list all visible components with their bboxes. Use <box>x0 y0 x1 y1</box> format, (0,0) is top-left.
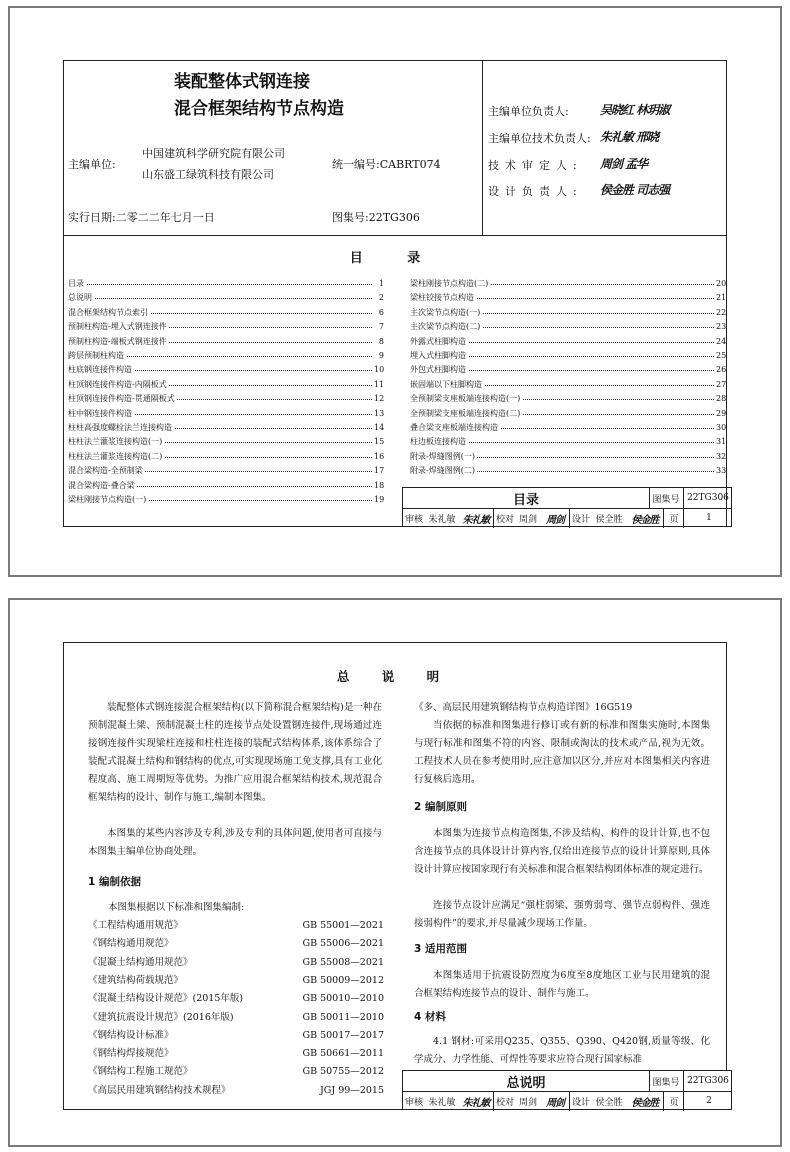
toc-entry-page: 13 <box>374 408 385 418</box>
toc-entry-page: 1 <box>372 277 384 290</box>
tb-page-value: 2 <box>683 1091 734 1111</box>
toc-leader-dots <box>68 298 374 299</box>
toc-entry-page: 25 <box>716 351 727 360</box>
toc-entry-page: 32 <box>716 451 727 461</box>
tb-designer: 侯全胜 <box>595 1097 623 1108</box>
toc-entry-title: 全预制梁支座板端连接构造(一) <box>410 394 521 404</box>
role-label-2: 主编单位技术负责人: <box>488 132 591 145</box>
standard-name: 《钢结构通用规范》 <box>88 938 174 950</box>
toc-entry <box>68 291 384 304</box>
standard-code: JGJ 99—2015 <box>320 1084 384 1096</box>
tb-page-value: 1 <box>683 508 734 528</box>
standard-code: GB 55008—2021 <box>302 956 384 968</box>
toc-entry <box>410 407 726 420</box>
toc-entry <box>410 363 726 376</box>
standard-item <box>88 917 384 935</box>
toc-entry-title: 梁柱刚接节点构造(一) <box>68 495 147 504</box>
tb-design-label: 设计 <box>569 1091 592 1111</box>
standard-name: 《钢结构设计标准》 <box>88 1029 174 1041</box>
section-2-paragraph-2: 连接节点设计应满足“强柱弱梁、强剪弱弯、强节点弱构件、强连接弱构件”的要求,并尽量减少现场工作量。 <box>414 900 710 929</box>
page-1-sheet <box>8 6 782 577</box>
toc-entry <box>68 464 384 477</box>
unified-code: 统一编号:CABRT074 <box>332 158 441 171</box>
toc-entry-page: 12 <box>374 394 385 404</box>
standard-name: 《工程结构通用规范》 <box>88 920 184 931</box>
toc-entry <box>68 479 384 492</box>
standards-list <box>88 917 384 1103</box>
toc-entry <box>410 421 726 434</box>
toc-entry <box>410 450 726 463</box>
title-block-page-2 <box>402 1070 732 1110</box>
standard-code: GB 55006—2021 <box>302 938 384 950</box>
standard-name: 《高层民用建筑钢结构技术规程》 <box>88 1084 231 1096</box>
editor-label: 主编单位: <box>68 158 116 171</box>
title-block-atlas-value: 22TG306 <box>687 1076 729 1086</box>
tb-reviewer-signature: 朱礼敏 <box>462 1097 490 1109</box>
toc-entry-title: 预制柱构造-埋入式钢连接件 <box>68 322 167 332</box>
tb-designer: 侯全胜 <box>595 514 623 525</box>
right-reference-line: 《多、高层民用建筑钢结构节点构造详图》16G519 <box>414 702 633 713</box>
role-label-1: 主编单位负责人: <box>488 105 569 118</box>
toc-entry <box>410 306 726 319</box>
toc-entry <box>410 320 726 333</box>
toc-entry-title: 梁柱刚接节点构造(二) <box>410 279 489 288</box>
section-3-paragraph: 本图集适用于抗震设防烈度为6度至8度地区工业与民用建筑的混合框架结构连接节点的设计、制作与施工。 <box>414 970 710 999</box>
toc-entry <box>410 349 726 362</box>
toc-entry <box>410 435 726 448</box>
toc-leader-dots <box>68 284 374 285</box>
toc-entry-page: 24 <box>716 336 727 346</box>
tb-checker-signature: 周剑 <box>546 514 564 526</box>
standard-item <box>88 954 384 972</box>
toc-entry <box>410 335 726 348</box>
toc-entry <box>68 363 384 376</box>
toc-entry-title: 全预制梁支座板端连接构造(二) <box>410 408 521 418</box>
toc-entry-title: 主次梁节点构造(二) <box>410 322 481 332</box>
toc-entry <box>68 306 384 319</box>
tb-reviewer-signature: 朱礼敏 <box>462 514 490 526</box>
standard-code: GB 50009—2012 <box>302 974 384 986</box>
toc-entry-title: 外露式柱脚构造 <box>410 336 466 346</box>
toc-entry-title: 目录 <box>68 279 84 288</box>
intro-paragraph-1: 装配整体式钢连接混合框架结构(以下简称混合框架结构)是一种在预制混凝土梁、预制混凝土柱的连接节点处设置钢连接件,现场通过连接钢连接件实现梁柱连接和柱柱连接的装配式结构体系,该体系综合了装配式混凝土结构和钢结构的优点,可实现现场施工免支撑,具有工业化程度高、施工周期短等优势。为推广应用混合框架结构技术,规范混合框架结构的设计、制作与施工,编制本图集。 <box>88 702 382 803</box>
toc-entry-page: 31 <box>716 437 727 447</box>
toc-entry <box>410 378 726 391</box>
toc-entry-page: 10 <box>374 365 385 375</box>
header-divider <box>482 61 483 235</box>
general-notes-heading: 总 说 明 <box>336 669 454 684</box>
toc-entry-page: 2 <box>372 291 384 304</box>
tb-designer-signature: 侯金胜 <box>631 514 659 526</box>
toc-entry-title: 叠合梁支座板端连接构造 <box>410 423 498 432</box>
toc-entry-page: 17 <box>374 466 385 476</box>
toc-entry <box>68 277 384 290</box>
toc-entry-title: 柱边板连接构造 <box>410 437 466 447</box>
toc-entry-page: 26 <box>716 365 727 375</box>
standard-item <box>88 1045 384 1063</box>
section-1-lead: 本图集根据以下标准和图集编制: <box>108 902 245 913</box>
toc-entry-page: 15 <box>374 437 385 447</box>
toc-entry-title: 梁柱铰接节点构造 <box>410 293 474 303</box>
section-4-paragraph: 4.1 钢材:可采用Q235、Q355、Q390、Q420钢,质量等级、化学成分、力学性能、可焊性等要求应符合现行国家标准 <box>414 1036 710 1065</box>
toc-entry-title: 柱柱高强度螺栓法兰连接构造 <box>68 423 172 432</box>
title-block-name: 总说明 <box>506 1075 546 1091</box>
toc-entry-title: 柱顶钢连接件构造-贯通隔板式 <box>68 394 175 404</box>
tb-check-label: 校对 <box>493 1091 516 1111</box>
editor-unit-1: 中国建筑科学研究院有限公司 <box>142 147 285 160</box>
role-signature-1: 吴晓红 林玥淑 <box>600 103 670 117</box>
standard-code: GB 50661—2011 <box>302 1048 384 1060</box>
tb-reviewer: 朱礼敏 <box>428 514 456 525</box>
page-1-frame <box>63 60 727 527</box>
toc-entry-page: 20 <box>716 279 727 288</box>
toc-entry <box>68 378 384 391</box>
toc-entry <box>68 335 384 348</box>
toc-entry-title: 柱柱法兰灌浆连接构造(一) <box>68 437 163 447</box>
standard-name: 《混凝土结构通用规范》 <box>88 956 193 968</box>
role-signature-3: 周剑 孟华 <box>600 157 648 171</box>
toc-entry <box>68 392 384 405</box>
role-signature-2: 朱礼敏 邢晓 <box>600 130 659 144</box>
standard-item <box>88 1009 384 1027</box>
tb-page-label: 页 <box>663 508 684 528</box>
standard-code: GB 50010—2010 <box>302 993 384 1005</box>
standard-item <box>88 1082 384 1100</box>
tb-page-label: 页 <box>663 1091 684 1111</box>
toc-entry-page: 18 <box>374 480 385 490</box>
standard-code: GB 50755—2012 <box>302 1066 384 1078</box>
standard-name: 《钢结构焊接规范》 <box>88 1048 174 1060</box>
toc-entry-title: 混合梁构造-叠合梁 <box>68 480 135 490</box>
page-2-sheet <box>8 598 782 1147</box>
toc-entry-page: 8 <box>372 335 384 348</box>
editor-unit-2: 山东盛工绿筑科技有限公司 <box>142 168 274 181</box>
role-signature-4: 侯金胜 司志强 <box>600 183 670 197</box>
standard-code: GB 55001—2021 <box>302 920 384 931</box>
toc-entry-title: 混合梁构造-全预制梁 <box>68 466 143 476</box>
toc-entry-page: 14 <box>374 423 385 432</box>
implementation-date: 实行日期:二零二二年七月一日 <box>68 211 215 224</box>
toc-entry <box>410 277 726 290</box>
toc-entry <box>410 392 726 405</box>
standard-code: GB 50011—2010 <box>302 1011 384 1023</box>
toc-entry-page: 11 <box>374 379 385 389</box>
toc-entry-page: 7 <box>372 320 384 333</box>
role-label-4: 设计负责人: <box>488 185 583 198</box>
toc-entry-page: 6 <box>372 306 384 319</box>
toc-entry-title: 附录-焊缝图例(二) <box>410 466 475 476</box>
standard-item <box>88 990 384 1008</box>
tb-review-label: 审核 <box>404 514 423 525</box>
toc-entry-page: 23 <box>716 322 727 332</box>
toc-entry-title: 附录-焊缝图例(一) <box>410 451 475 461</box>
standard-code: GB 50017—2017 <box>302 1029 384 1041</box>
toc-entry-page: 29 <box>716 408 727 418</box>
title-line-1: 装配整体式钢连接 <box>174 72 310 92</box>
toc-entry <box>68 407 384 420</box>
toc-entry-title: 柱柱法兰灌浆连接构造(二) <box>68 451 163 461</box>
tb-review-label: 审核 <box>404 1097 423 1108</box>
tb-checker: 周剑 <box>518 514 537 525</box>
toc-entry-page: 19 <box>374 495 385 504</box>
tb-checker-signature: 周剑 <box>546 1097 564 1109</box>
standard-name: 《混凝土结构设计规范》(2015年版) <box>88 993 244 1005</box>
role-label-3: 技术审定人: <box>488 159 583 172</box>
toc-entry <box>410 291 726 304</box>
toc-entry <box>410 464 726 477</box>
tb-reviewer: 朱礼敏 <box>428 1097 456 1108</box>
toc-entry <box>68 493 384 506</box>
toc-entry-page: 22 <box>716 307 727 317</box>
toc-entry-title: 预制柱构造-端板式钢连接件 <box>68 336 167 346</box>
toc-entry-title: 混合框架结构节点索引 <box>68 307 148 317</box>
standard-item <box>88 972 384 990</box>
section-2-paragraph-1: 本图集为连接节点构造图集,不涉及结构、构件的设计计算,也不包含连接节点的具体设计计算内容,仅给出连接节点的设计计算原则,具体设计计算应按国家现行有关标准和混合框架结构团体标准的规定进行。 <box>414 828 710 875</box>
toc-entry-title: 外包式柱脚构造 <box>410 365 466 375</box>
intro-paragraph-2: 本图集的某些内容涉及专利,涉及专利的具体问题,使用者可直接与本图集主编单位协商处理。 <box>88 828 382 857</box>
toc-right-column <box>410 277 726 477</box>
tb-design-label: 设计 <box>569 508 592 528</box>
toc-entry-title: 埋入式柱脚构造 <box>410 351 466 360</box>
header-bottom-rule <box>64 235 726 236</box>
standard-item <box>88 1063 384 1081</box>
title-line-2: 混合框架结构节点构造 <box>174 99 344 119</box>
section-3-title: 3 适用范围 <box>414 943 467 955</box>
atlas-number: 图集号:22TG306 <box>332 211 420 224</box>
title-block-name: 目录 <box>512 492 539 508</box>
toc-entry-page: 30 <box>716 423 727 432</box>
page-2-frame <box>63 642 727 1110</box>
toc-entry <box>68 421 384 434</box>
toc-entry-title: 柱底钢连接件构造 <box>68 365 132 375</box>
revision-note-paragraph: 当依据的标准和图集进行修订或有新的标准和图集实施时,本图集与现行标准和图集不符的内容、限制或淘汰的技术或产品,视为无效。工程技术人员在参考使用时,应注意加以区分,并应对本图集相关内容进行复核后选用。 <box>414 720 710 785</box>
toc-entry-title: 嵌固端以下柱脚构造 <box>410 379 482 389</box>
standard-name: 《建筑抗震设计规范》(2016年版) <box>88 1011 234 1023</box>
standard-name: 《建筑结构荷载规范》 <box>88 974 184 986</box>
section-1-title: 1 编制依据 <box>88 876 141 888</box>
title-block-atlas-label: 图集号 <box>652 1077 680 1088</box>
toc-entry-title: 总说明 <box>68 293 92 303</box>
toc-entry <box>68 320 384 333</box>
toc-entry-page: 16 <box>374 451 385 461</box>
title-block-atlas-label: 图集号 <box>652 494 680 505</box>
toc-entry-page: 21 <box>716 293 727 303</box>
toc-entry-title: 柱中钢连接件构造 <box>68 408 132 418</box>
title-block-page-1 <box>402 487 732 527</box>
tb-designer-signature: 侯金胜 <box>631 1097 659 1109</box>
tb-check-label: 校对 <box>493 508 516 528</box>
toc-entry <box>68 435 384 448</box>
toc-entry-page: 9 <box>372 349 384 362</box>
toc-heading: 目 录 <box>349 251 441 266</box>
toc-entry-page: 33 <box>716 466 727 476</box>
toc-entry <box>68 450 384 463</box>
standard-name: 《钢结构工程施工规范》 <box>88 1066 193 1078</box>
standard-item <box>88 935 384 953</box>
toc-entry-title: 主次梁节点构造(一) <box>410 307 481 317</box>
toc-entry-title: 跨层预制柱构造 <box>68 351 124 360</box>
section-4-title: 4 材料 <box>414 1011 446 1023</box>
toc-left-column <box>68 277 385 504</box>
toc-entry-page: 28 <box>716 394 727 404</box>
title-block-atlas-value: 22TG306 <box>687 493 729 503</box>
toc-entry <box>68 349 384 362</box>
standard-item <box>88 1027 384 1045</box>
tb-checker: 周剑 <box>518 1097 537 1108</box>
toc-entry-page: 27 <box>716 379 727 389</box>
section-2-title: 2 编制原则 <box>414 801 467 813</box>
toc-entry-title: 柱顶钢连接件构造-内隔板式 <box>68 379 167 389</box>
